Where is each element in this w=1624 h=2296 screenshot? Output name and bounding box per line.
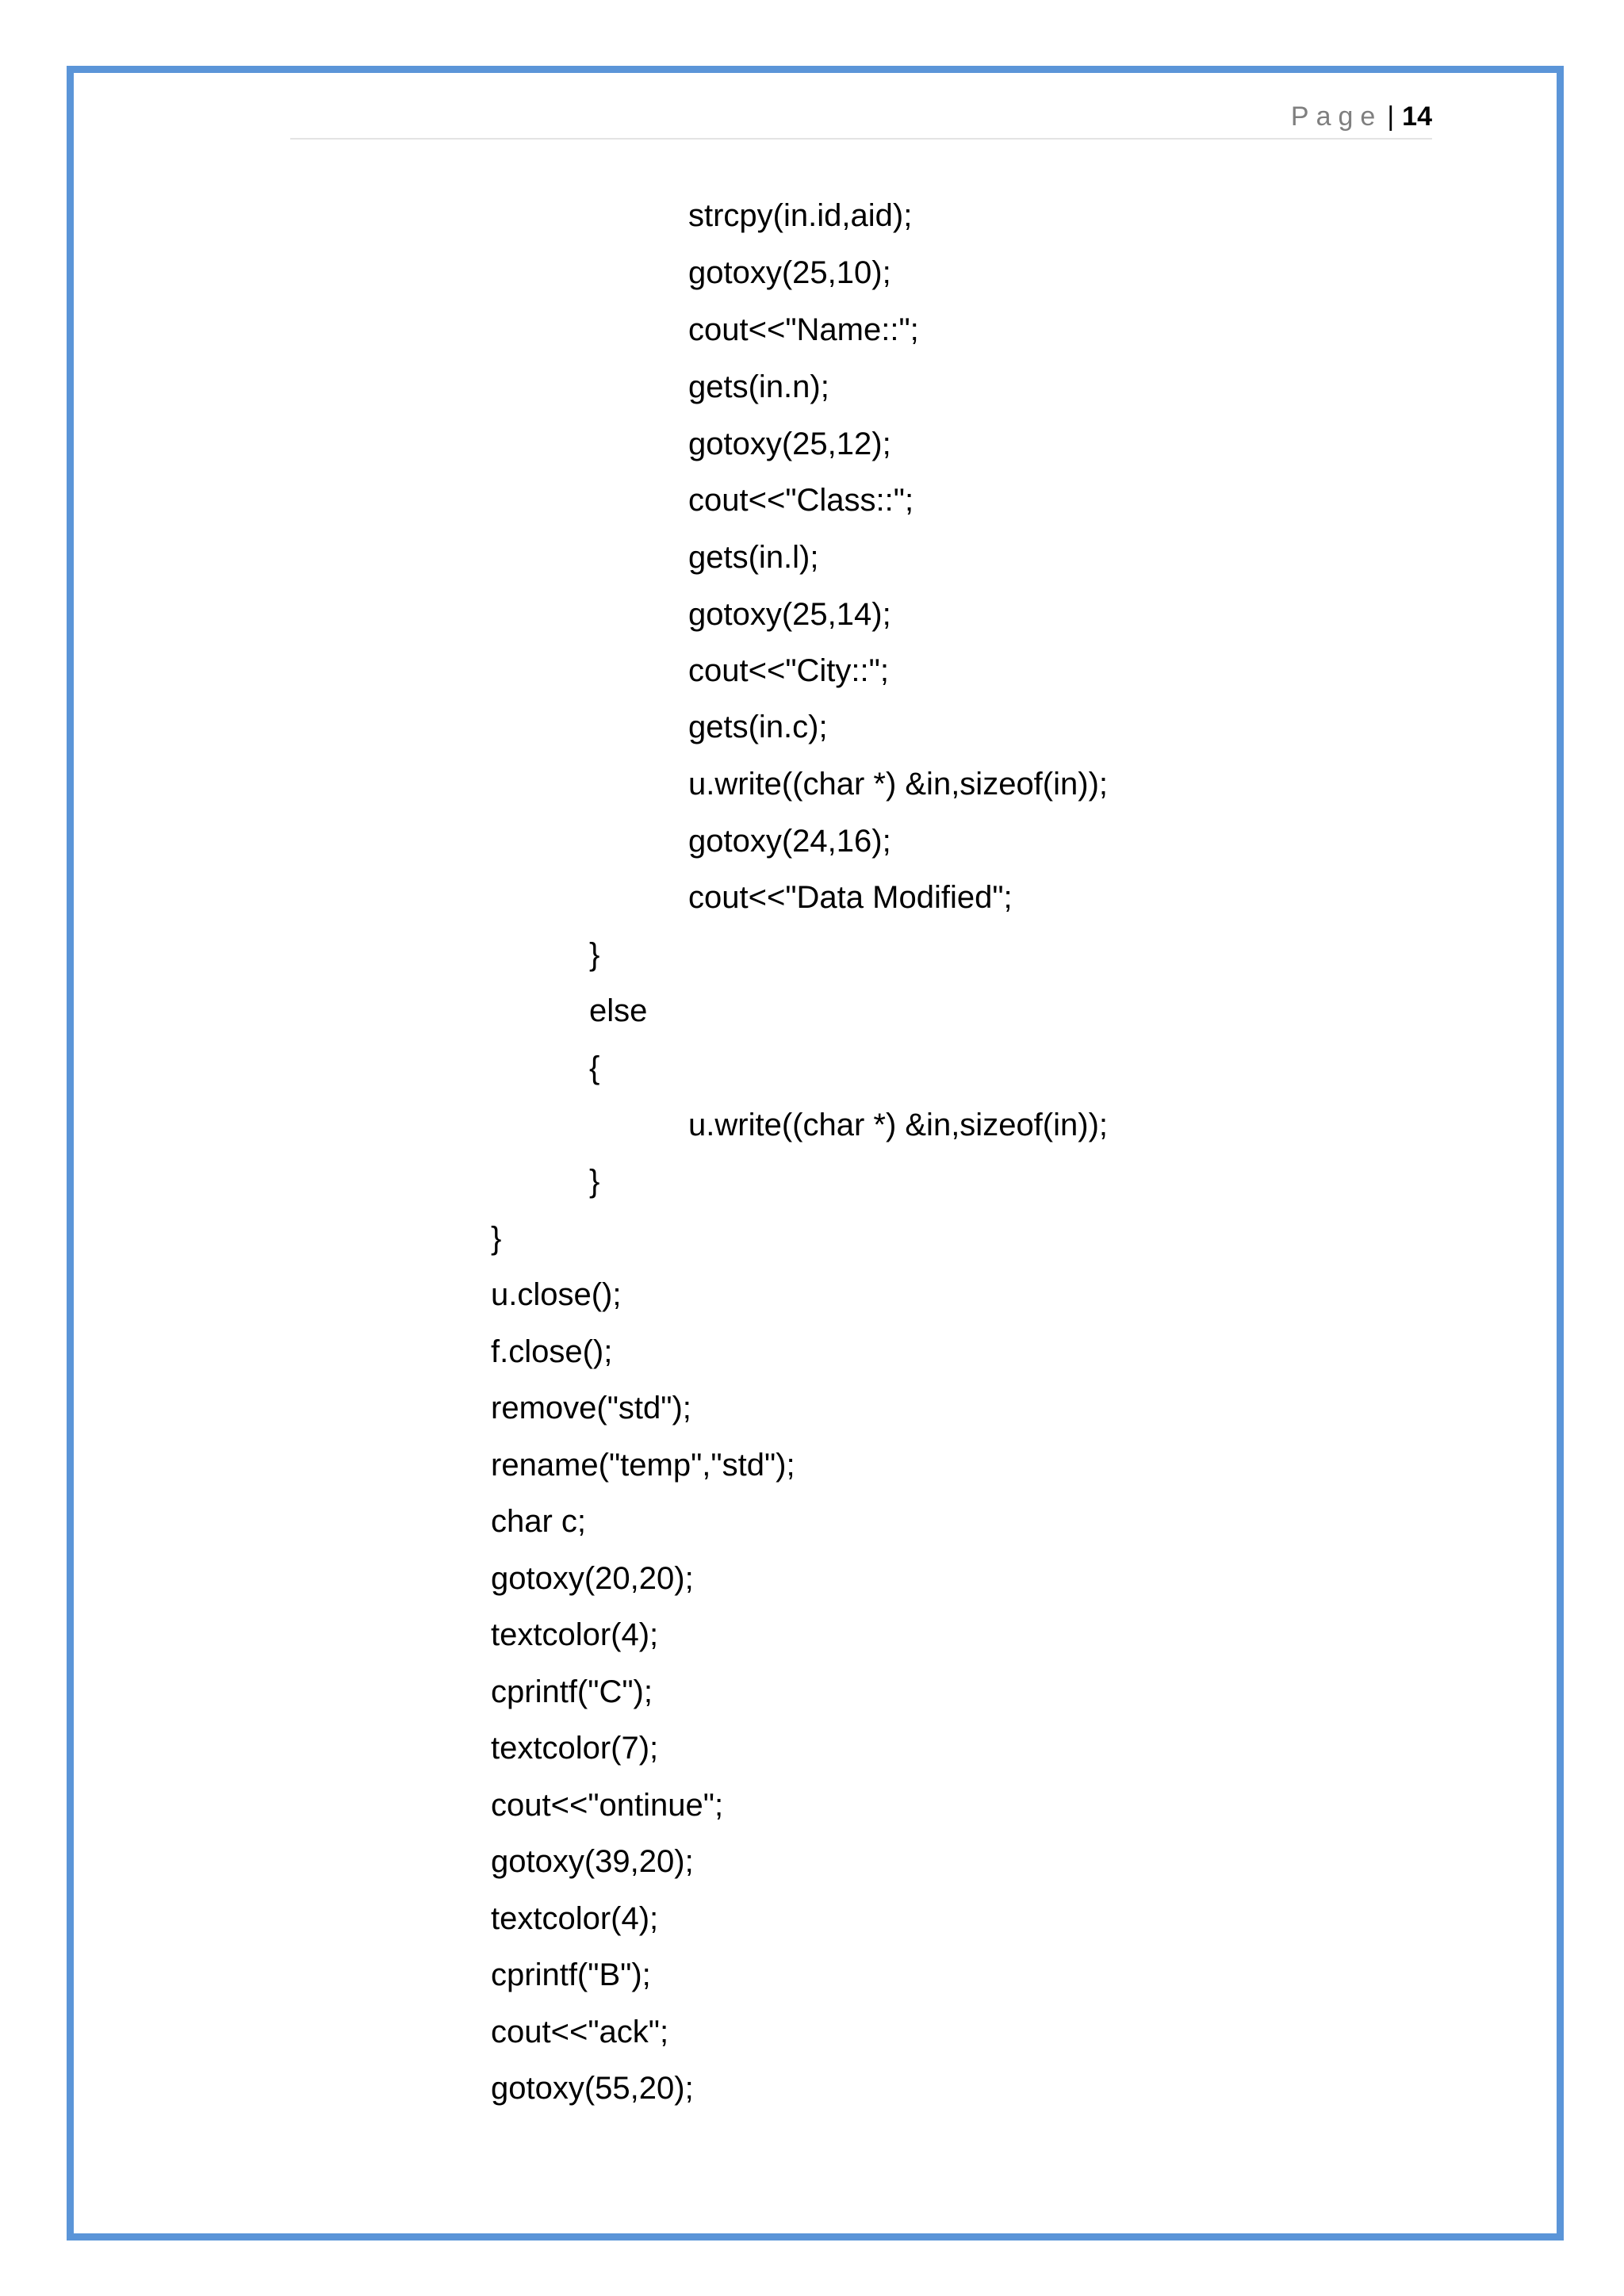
code-line: cout<<"ack"; [491,2015,669,2049]
code-line: gotoxy(39,20); [491,1844,694,1879]
code-line: u.write((char *) &in,sizeof(in)); [688,767,1109,802]
code-line: gets(in.n); [688,369,829,404]
code-line: gets(in.l); [688,540,819,575]
code-line: } [491,1221,502,1256]
code-line: cout<<"Name::"; [688,312,919,347]
code-line: cout<<"ontinue"; [491,1788,724,1823]
code-line: } [589,937,600,972]
code-line: } [589,1164,600,1199]
code-line: gotoxy(55,20); [491,2071,694,2106]
code-line: textcolor(4); [491,1617,659,1652]
code-line: cprintf("C"); [491,1674,653,1709]
code-line: rename("temp","std"); [491,1448,795,1483]
page-number: 14 [1402,101,1432,132]
code-line: textcolor(7); [491,1731,659,1766]
code-line: strcpy(in.id,aid); [688,198,913,233]
code-line: char c; [491,1504,587,1539]
code-line: gotoxy(24,16); [688,824,891,859]
page-number-block [1291,101,1432,132]
code-line: gotoxy(20,20); [491,1561,694,1596]
page-label: Page [1290,101,1383,132]
code-line: { [589,1050,600,1085]
page-header [290,95,1432,140]
code-line: u.close(); [491,1277,622,1312]
code-line: cout<<"Class::"; [688,483,914,518]
code-line: cprintf("B"); [491,1957,651,1992]
code-line: u.write((char *) &in,sizeof(in)); [688,1108,1109,1142]
code-line: f.close(); [491,1334,613,1369]
code-line: textcolor(4); [491,1901,659,1936]
code-line: gets(in.c); [688,710,828,744]
code-line: gotoxy(25,12); [688,427,891,461]
header-separator: | [1387,101,1395,132]
code-line: gotoxy(25,14); [688,597,891,632]
code-line: gotoxy(25,10); [688,255,891,290]
code-line: else [589,993,648,1028]
code-line: cout<<"Data Modified"; [688,880,1013,915]
code-line: cout<<"City::"; [688,653,889,688]
code-line: remove("std"); [491,1391,691,1425]
